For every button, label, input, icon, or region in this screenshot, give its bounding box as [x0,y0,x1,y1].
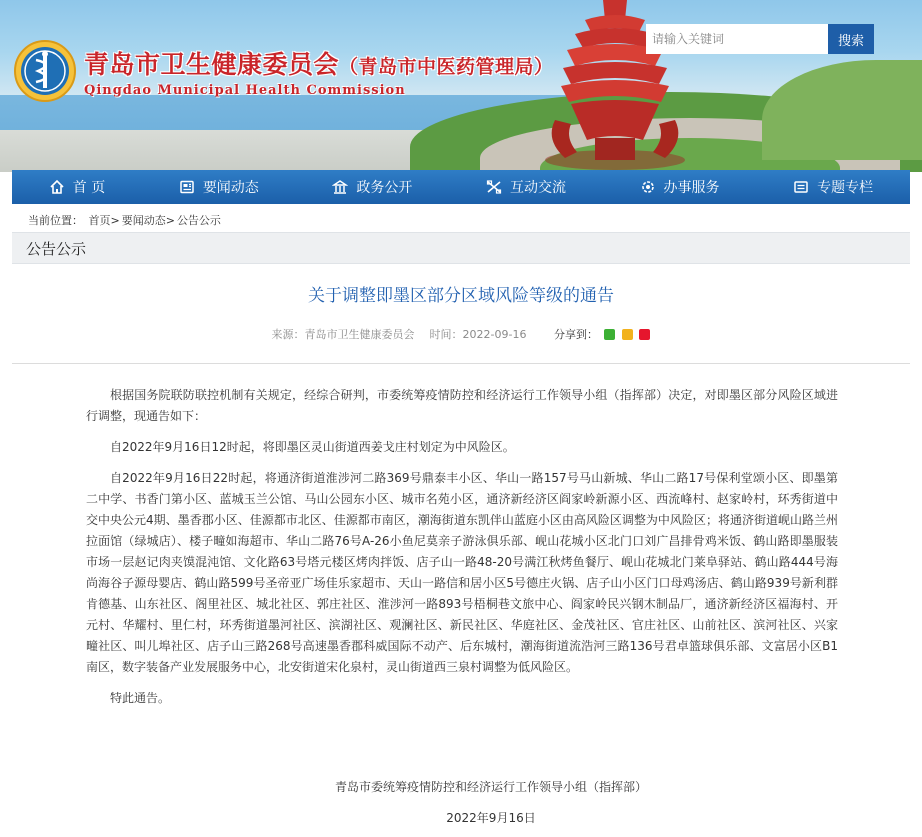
meta-divider [12,363,910,364]
site-title [84,45,554,81]
wechat-icon[interactable] [604,329,615,340]
breadcrumb [28,212,221,228]
banner-hill [762,60,922,160]
nav-item-interaction[interactable] [476,170,576,204]
nav-item-label: 专题专栏 [817,180,874,196]
breadcrumb-home[interactable]: 首页 [88,214,111,227]
nav-item-government[interactable] [322,170,422,204]
site-logo[interactable] [14,40,554,102]
source-label: 来源： [271,328,305,341]
search-bar [646,24,874,54]
site-title-english: Qingdao Municipal Health Commission [84,82,406,98]
qzone-icon[interactable] [622,329,633,340]
news-icon [179,179,195,195]
nav-item-home[interactable] [39,170,115,204]
nav-item-topic[interactable] [783,170,883,204]
weibo-icon[interactable] [639,329,650,340]
signature-date: 2022年9月16日 [446,811,536,825]
search-button[interactable]: 搜索 [828,24,874,54]
article-body [86,385,838,719]
breadcrumb-news[interactable]: 要闻动态 [121,214,166,227]
breadcrumb-prefix: 当前位置： [28,214,83,227]
section-title: 公告公示 [26,240,87,258]
health-emblem-icon [14,40,76,102]
source-value: 青岛市卫生健康委员会 [304,328,415,341]
article-meta [0,326,922,342]
interaction-icon [486,179,502,195]
breadcrumb-separator: > [165,214,175,227]
paragraph-adjustments: 自2022年9月16日22时起，将通济街道淮涉河二路369号鼎泰丰小区、华山一路157号马山新城、华山二路17号保利堂颂小区、即墨第二中学、书香门第小区、蓝城玉兰公馆、马山公园东小区、城市名苑小区，通济新经济区阎家岭新源小区、西流峰村、赵家岭村，环秀街道中交中央公元4期、墨香郡小区、佳源都市北区、佳源都市南区，潮海街道东凯伴山蓝庭小区由高风险区调整为中风险区；将通济街道岘山路兰州拉面馆（绿城店）、楼子疃如海超市、华山二路76号A-26小鱼尼莫亲子游泳俱乐部、岘山花城小区北门口刘广昌排骨鸡米饭、鹤山路即墨服装市场一层赵记肉夹馍混沌馆、文化路63号塔元楼区烤肉拌饭、店子山一路48-20号满江秋烤鱼餐厅、岘山花城北门莱阜驿站、鹤山路444号海尚海谷子源母婴店、鹤山路599号圣帝亚广场佳乐家超市、天山一路信和居小区5号德庄火锅、店子山小区门口母鸡汤店、鹤山路939号新利群肯德基、山东社区、阁里社区、城北社区、郭庄社区、淮涉河一路893号梧桐巷文旅中心、阎家岭民兴钢木制品厂，通济新经济区福海村、开元村、华耀村、里仁村，环秀街道墨河社区、滨湖社区、观澜社区、新民社区、华庭社区、金茂社区、官庄社区、山前社区、滨河社区、兴家疃社区、叫儿埠社区、店子山三路268号高速墨香郡科威国际不动产、后东城村，潮海街道流浩河三路136号君卓篮球俱乐部、文富居小区B1南区，数字装备产业发展服务中心，北安街道宋化泉村，灵山街道西三泉村调整为低风险区。 [86,471,838,674]
topic-icon [793,179,809,195]
main-nav [12,170,910,204]
nav-item-news[interactable] [169,170,269,204]
header-banner [0,0,922,172]
nav-item-label: 首 页 [72,180,106,196]
time-value: 2022-09-16 [462,328,527,341]
nav-item-service[interactable] [630,170,730,204]
government-icon [332,179,348,195]
paragraph-closing: 特此通告。 [110,691,171,705]
signature-org: 青岛市委统筹疫情防控和经济运行工作领导小组（指挥部） [334,780,647,794]
breadcrumb-separator: > [110,214,120,227]
site-title-sub: （青岛市中医药管理局） [339,55,554,78]
service-icon [640,179,656,195]
search-input[interactable] [646,24,828,54]
site-title-main: 青岛市卫生健康委员会 [84,49,340,79]
paragraph-intro: 根据国务院联防联控机制有关规定，经综合研判，市委统筹疫情防控和经济运行工作领导小组（指挥部）决定，对即墨区部分风险区域进行调整，现通告如下： [86,388,838,423]
article-title: 关于调整即墨区部分区域风险等级的通告 [308,286,614,306]
nav-item-label: 要闻动态 [202,180,259,196]
section-header [12,232,910,264]
share-label: 分享到： [553,328,598,341]
paragraph-medium-risk: 自2022年9月16日12时起，将即墨区灵山街道西姜戈庄村划定为中风险区。 [110,440,515,454]
time-label: 时间： [429,328,463,341]
nav-item-label: 互动交流 [509,180,566,196]
breadcrumb-notices[interactable]: 公告公示 [176,214,221,227]
nav-item-label: 办事服务 [663,180,720,196]
nav-item-label: 政务公开 [356,180,413,196]
home-icon [49,179,65,195]
